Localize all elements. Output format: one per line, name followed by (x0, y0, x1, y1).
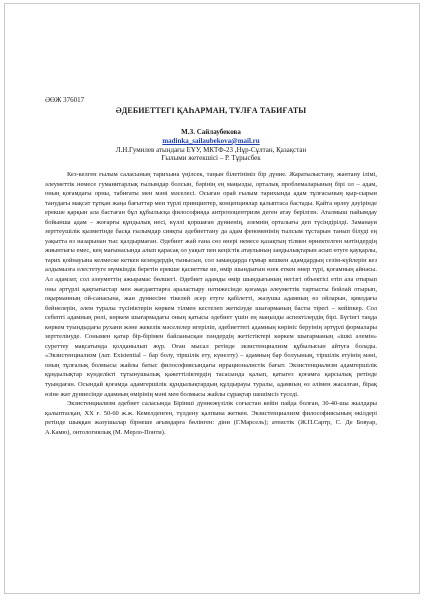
author-name: М.З. Сайлаубекова (181, 128, 241, 136)
document-page (4, 3, 420, 594)
author-email-link[interactable]: madinka_sailaubekova@mail.ru (162, 136, 260, 145)
body-paragraph: Кез-келген ғылым саласының тарихына үңілсек, таңын білетініміз бір дүние. Жаратылыстану, жантану ілімі, әлеуметтік немесе гуманитарлық ғылымдар болсын, бәрінің ең маңызды, орталық проблемаларының бірі ол – адам, оның қоғамдағы орны, табиғаты мен мәні мәселесі. Осыған орай ғылым тарихында адам тұлғасының қыр-сырын танудағы мақсат тұтқан жаңа бағыттар мен түрлі принциптер, концепциялар қалыптаса бастады. Қайта өрлеу дәуірінде ерекше қарқын ала бастаған бұл құбылысқа философияда антропоцентризм деген атау берілген. Аталмыш пайымдау бойынша адам – жоғарғы құндылық иесі, күллі қоршаған дүниенің, әлемнің орталығы деп түсіндірілді. Заманауи зерттеушілік қызметінде басқа ғылымдар сияқты әдебиеттану да адам феноменінің тылсым тұстарын танып білуді ең уақытта өз назарынан тыс қалдырмаған. Әдебиет жай ғана сөз өнері немесе қазақтың тілмен өрнектелген мәтіндердің жиынтығы емес, кең мағынасында алып қарасақ ол уақыт пен кеңістік атаулының заңдылықтарын асып өтуге қауқарлы, тарих қойнауына келмеске кеткен кезеңдердің тынысын, сол замандарда ғұмыр кешкен адамдардың сезім-күйлерін кез алдымызға елестетуге мүмкіндік беретін ерекше қасиеттке ие, өмір шындығын өзек еткен өнер түрі, қоғамның айнасы. Ал адамзат, сол әлеуметтің ажырамас бөлшегі. Әдебиет адамды өмір шындығының негізгі объектісі етіп ала отырып оны әртүрлі қақтығыстар мен жағдаяттарға араластыру нәтижесінде қоғамда әлеуметтік тартысты бойлай отырып, оқырманның ой-санасына, жан дүниесіне тікелей әсер етуге қабілетті, жазушы адамның өз ойларын, қиялдағы бейнелерін, әлем туралы түсініктерін көркем тілмен кестелеп жеткізуде шығарманың басты тірегі – кейіпкер. Сол себепті адамның рөлі, көркем шығармадағы оның қатысы әдебиет үшін ең маңызды аспектілердің бірі. Бүгінгі таңда көркем туындыдағы рухани және жекелік мәселелер игеріліп, әдебиеттегі адамның көрініс беруінің әртүрлі формалары зерттелінуде. Сонымен қатар бір-бірімен байланысқан пәндердің жетістіктері көркем шығарманың «ішкі әлемін» суреттеу мақсатында қолданылып жүр. Оған мысал ретінде экзистенциализм құбылысын айтуға болады. «Экзистенциализм (лат. Existential – бар болу, тіршілік ету, күнелту) – адамның бар болуының, тіршілік етуінің мәні, оның тұлғалық болмысы жайлы батыс философиясындағы иррационалистік бағыт. Экзистенциализм адамгершілік құндылықтар күнделікті тұтынушылық қажеттіліктердің тасасында қалып, қатыгез қоғамға қарсылық ретінде туындаған. Осындай қоғамда адамгершілік құндылықтардың құлдырауы туралы, адамның өз әлімен жасалған, бірақ өзіне жат дүниесінде адамның өмірінің мәні мен болмысы жайлы сұрақтар шешімсіз түседі. (45, 171, 377, 398)
author-block (45, 128, 377, 163)
udk-code: ӘӨЖ 376017 (45, 96, 85, 104)
body-paragraph: Экзистенциализм әдебиет саласында Бірінші дүниежүзілік соғыстан кейін пайда болған, 30-40-шы жылдары қалыптасқан, ХХ ғ. 50-60 ж.ж. Кемелденген, түлдену қалпына жеткен. Экзистенциализм философиясының өкілдері ретінде шыққан жазушылар бірнеше ағымдарға бөлінген: діни (Г.Марсель); атеистік (Ж.П.Сартр, С. Де Бовуар, А.Камю), онтологиялық (М. Мерло-Понти). (45, 400, 377, 436)
author-affiliation: Л.Н.Гумилев атындағы ЕҰУ, МКТФ-23 ,Нұр-Сұлтан, Қазақстан (115, 145, 307, 154)
article-body (45, 170, 377, 437)
scientific-advisor: Ғылыми жетекшісі – Р. Тұрысбек (161, 154, 261, 163)
article-title: ӘДЕБИЕТТЕГІ ҚАҺАРМАН, ТҰЛҒА ТАБИҒАТЫ (115, 106, 307, 115)
